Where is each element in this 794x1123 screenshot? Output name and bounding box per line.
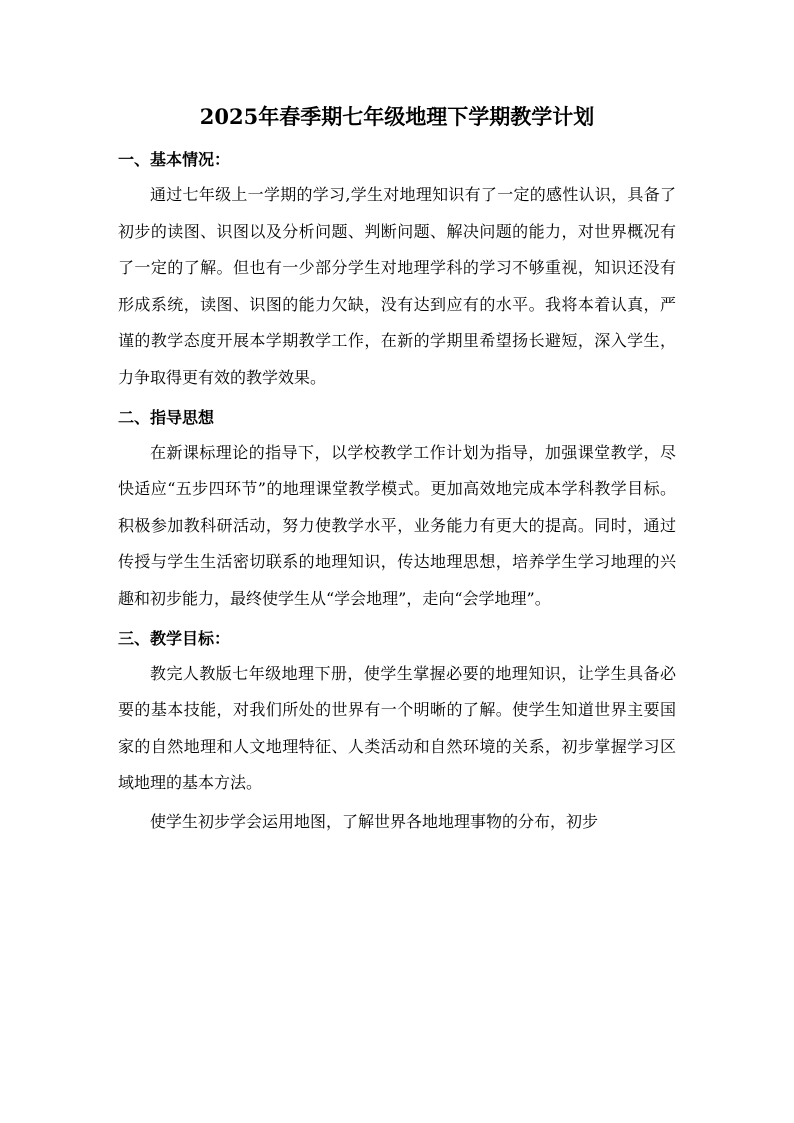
paragraph-teaching-goals-1: 教完人教版七年级地理下册，使学生掌握必要的地理知识，让学生具备必要的基本技能，对我们所处的世界有一个明晰的了解。使学生知道世界主要国家的自然地理和人文地理特征、人类活动和自然环境的关系，初步掌握学习区域地理的基本方法。	[118, 663, 676, 793]
section-heading-basic-situation: 一、基本情况：	[118, 150, 231, 169]
paragraph-teaching-goals-2: 使学生初步学会运用地图，了解世界各地地理事物的分布，初步	[150, 811, 599, 831]
paragraph-basic-situation: 通过七年级上一学期的学习,学生对地理知识有了一定的感性认识，具备了初步的读图、识图以及分析问题、判断问题、解决问题的能力，对世界概况有了一定的了解。但也有一少部分学生对地理学科的学习不够重视，知识还没有形成系统，读图、识图的能力欠缺，没有达到应有的水平。我将本着认真，严谨的教学态度开展本学期教学工作，在新的学期里希望扬长避短，深入学生，力争取得更有效的教学效果。	[118, 185, 676, 387]
paragraph-guiding-ideology: 在新课标理论的指导下，以学校教学工作计划为指导，加强课堂教学，尽快适应“五步四环节”的地理课堂教学模式。更加高效地完成本学科教学目标。积极参加教科研活动，努力使教学水平，业务能力有更大的提高。同时，通过传授与学生生活密切联系的地理知识，传达地理思想，培养学生学习地理的兴趣和初步能力，最终使学生从“学会地理”，走向“会学地理”。	[118, 442, 676, 608]
section-heading-guiding-ideology: 二、指导思想	[118, 407, 215, 427]
section-heading-teaching-goals: 三、教学目标：	[118, 628, 231, 648]
document-body	[118, 143, 676, 843]
document-title: 2025年春季期七年级地理下学期教学计划	[199, 104, 595, 129]
